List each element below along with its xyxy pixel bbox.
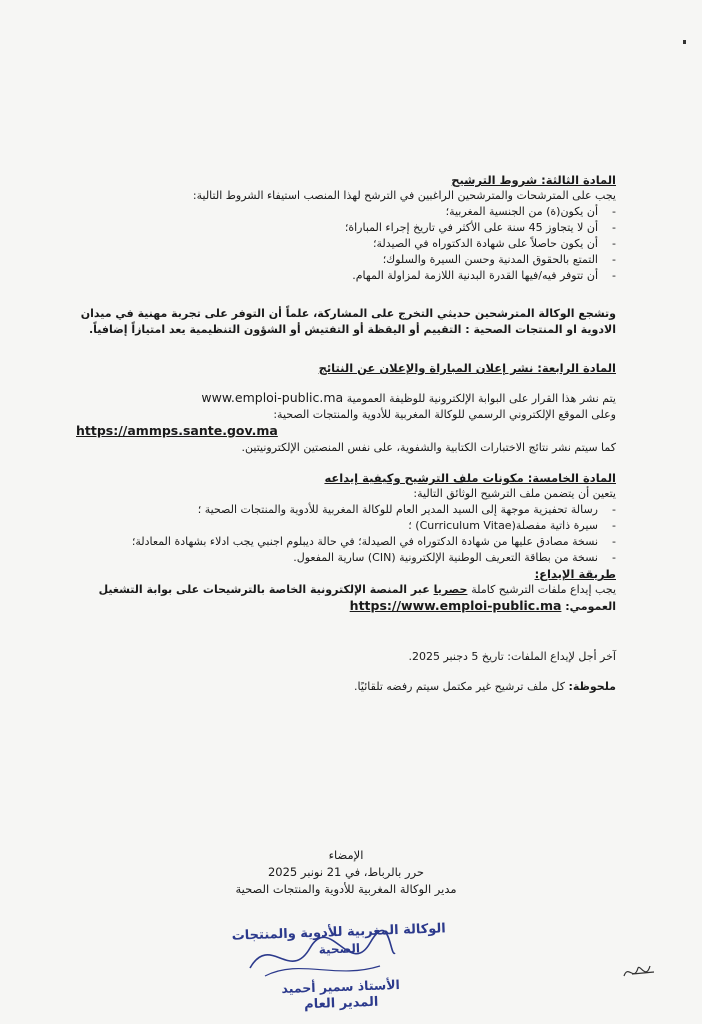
- note-text: كل ملف ترشيح غير مكتمل سيتم رفضه تلقائيًا.: [354, 680, 565, 693]
- ammps-url-line: [76, 423, 616, 440]
- signature-label: الإمضاء: [328, 848, 364, 862]
- deposit-text-a: يجب إيداع ملفات الترشيح كاملة: [471, 583, 616, 596]
- speck-mark: [683, 40, 686, 44]
- initials-mark: [620, 960, 660, 984]
- list-item: - سيرة ذاتية مفصلة(Curriculum Vitae) ؛: [76, 518, 598, 534]
- deposit-exclusive: حصريا: [433, 583, 468, 596]
- stamp-name: الأستاذ سمير أحميد: [281, 976, 401, 997]
- encouragement-paragraph: وتشجع الوكالة المترشحين حديثي التخرج على المشاركة، علماً أن التوفر على تجربة مهنية في ميدان الادوية او المنتجات الصحية : التقييم أو اليقظة أو التفتيش أو الشؤون التنظيمية يعد امتيازاً إضافياً.: [80, 307, 616, 336]
- signature-title: مدير الوكالة المغربية للأدوية والمنتجات الصحية: [235, 882, 457, 896]
- list-item: - أن يكون(ة) من الجنسية المغربية؛: [76, 204, 598, 220]
- emploi-public-link[interactable]: www.emploi-public.ma: [201, 390, 344, 405]
- signature-date: حرر بالرباط، في 21 نونبر 2025: [267, 865, 425, 879]
- list-item: - أن يكون حاصلاً على شهادة الدكتوراه في الصيدلة؛: [76, 236, 598, 252]
- list-item: - نسخة مصادق عليها من شهادة الدكتوراه في الصيدلة؛ في حالة ديبلوم اجنبي يجب ادلاء بشهادة المعادلة؛: [76, 534, 598, 550]
- list-item: - التمتع بالحقوق المدنية وحسن السيرة والسلوك؛: [76, 252, 598, 268]
- note-label: ملحوظة:: [568, 680, 616, 693]
- agency-site-line: وعلى الموقع الإلكتروني الرسمي للوكالة المغربية للأدوية والمنتجات الصحية:: [273, 408, 616, 421]
- publish-text: يتم نشر هذا القرار على البوابة الإلكترونية للوظيفة العمومية: [346, 392, 616, 405]
- documents-list: [76, 502, 616, 566]
- deposit-paragraph: [76, 582, 616, 615]
- article-5-heading: المادة الخامسة: مكونات ملف الترشيح وكيفية إيداعه: [324, 471, 616, 485]
- deposit-heading: طريقة الإيداع:: [534, 567, 616, 581]
- deadline-line: آخر أجل لإيداع الملفات: تاريخ 5 دجنبر 2025.: [408, 650, 616, 663]
- stamp-role: المدير العام: [303, 994, 379, 1013]
- list-item: - أن تتوفر فيه/فيها القدرة البدنية اللازمة لمزاولة المهام.: [76, 268, 598, 284]
- list-item: - نسخة من بطاقة التعريف الوطنية الإلكترونية (CIN) سارية المفعول.: [76, 550, 598, 566]
- list-item: - رسالة تحفيزية موجهة إلى السيد المدير العام للوكالة المغربية للأدوية والمنتجات الصحية ؛: [76, 502, 598, 518]
- signature-block: [226, 847, 466, 898]
- stamp-agency-line1: الوكالة المغربية للأدوية والمنتجات: [231, 921, 447, 944]
- publish-line: [76, 390, 616, 407]
- article-3-heading: المادة الثالثة: شروط الترشيح: [451, 173, 616, 187]
- document-body: [76, 172, 616, 695]
- results-line: كما سيتم نشر نتائج الاختبارات الكتابية والشفوية، على نفس المنصتين الإلكترونيتين.: [241, 441, 616, 454]
- article-5-intro: يتعين أن يتضمن ملف الترشيح الوثائق التالية:: [413, 487, 616, 500]
- ammps-link[interactable]: https://ammps.sante.gov.ma: [76, 423, 278, 438]
- article-4-heading: المادة الرابعة: نشر إعلان المباراة والإعلان عن النتائج: [318, 361, 616, 375]
- list-item: - أن لا يتجاوز 45 سنة على الأكثر في تاريخ إجراء المباراة؛: [76, 220, 598, 236]
- note-line: [76, 679, 616, 695]
- conditions-list: [76, 204, 616, 284]
- deposit-text-c: عبر المنصة الإلكترونية الخاصة بالترشيحات على بوابة التشغيل العمومي:: [98, 583, 616, 613]
- emploi-public-deposit-link[interactable]: https://www.emploi-public.ma: [349, 598, 562, 613]
- handwritten-signature: [240, 928, 400, 988]
- stamp-agency-line2: الصحية: [318, 941, 361, 957]
- article-3-intro: يجب على المترشحات والمترشحين الراغبين في الترشح لهذا المنصب استيفاء الشروط التالية:: [192, 189, 616, 202]
